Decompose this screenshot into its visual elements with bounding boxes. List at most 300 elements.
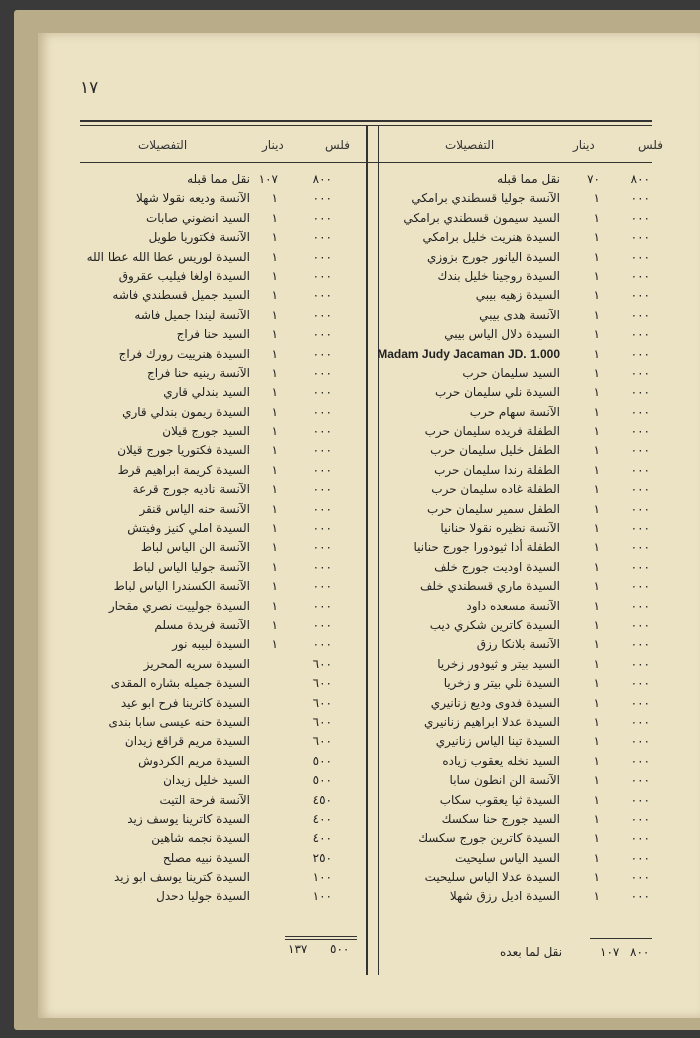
entry-fils: ٠٠٠ <box>630 327 650 342</box>
entry-details: الآنسة ليندا جميل فاشه <box>134 307 250 322</box>
entry-fils: ٠٠٠ <box>630 617 650 632</box>
entry-dinar: ١ <box>593 501 600 516</box>
entry-details: السيد سليمان حرب <box>462 365 560 380</box>
entry-fils: ٠٠٠ <box>312 288 332 303</box>
entry-fils: ٠٠٠ <box>312 346 332 361</box>
ledger-row <box>80 422 360 441</box>
entry-dinar: ١ <box>593 889 600 904</box>
entry-dinar: ١ <box>271 346 278 361</box>
ledger-row <box>380 558 660 577</box>
ledger-row <box>80 577 360 596</box>
entry-dinar: ١ <box>271 482 278 497</box>
entry-dinar: ١ <box>271 598 278 613</box>
ledger-row <box>80 403 360 422</box>
entry-fils: ٠٠٠ <box>630 714 650 729</box>
entry-fils: ٢٥٠ <box>312 850 332 865</box>
entry-fils: ٠٠٠ <box>630 521 650 536</box>
ledger-row <box>380 538 660 557</box>
entry-fils: ٤٠٠ <box>312 811 332 826</box>
ledger-row <box>380 364 660 383</box>
entry-details: السيد حنا فراج <box>176 327 250 342</box>
right-ledger-column <box>377 170 660 907</box>
entry-dinar: ١ <box>593 249 600 264</box>
entry-details: الآنسة فكتوريا طويل <box>148 230 250 245</box>
entry-dinar: ١ <box>271 637 278 652</box>
entry-fils: ٠٠٠ <box>630 210 650 225</box>
ledger-row <box>80 538 360 557</box>
entry-fils: ٦٠٠ <box>312 714 332 729</box>
entry-dinar: ١ <box>593 714 600 729</box>
entry-dinar: ١ <box>593 695 600 710</box>
entry-fils: ٠٠٠ <box>630 831 650 846</box>
ledger-row <box>380 209 660 228</box>
entry-details: الآنسة الن الياس لباط <box>140 540 250 555</box>
entry-fils: ٠٠٠ <box>630 404 650 419</box>
entry-dinar: ١ <box>271 501 278 516</box>
entry-fils: ٨٠٠ <box>630 172 650 186</box>
ledger-row <box>380 713 660 732</box>
entry-dinar: ١ <box>271 424 278 439</box>
ledger-row <box>80 849 360 868</box>
entry-fils: ٠٠٠ <box>630 734 650 749</box>
entry-details: السيد جورج حنا سكسك <box>441 811 560 826</box>
entry-details: السيد جميل قسطندي فاشه <box>112 288 250 303</box>
entry-details: السيدة فكتوريا جورج قيلان <box>117 443 250 458</box>
entry-dinar: ١ <box>593 579 600 594</box>
entry-dinar: ١ <box>271 559 278 574</box>
ledger-row <box>380 635 660 654</box>
entry-details: الآنسة فريدة مسلم <box>154 617 250 632</box>
entry-dinar: ١ <box>593 676 600 691</box>
entry-details: الآنسة هدى بيبي <box>479 307 560 322</box>
ledger-row <box>80 441 360 460</box>
ledger-row <box>80 713 360 732</box>
entry-details: السيدة هنريت خليل برامكي <box>422 230 560 245</box>
entry-details: السيدة جميله بشاره المقدى <box>110 676 250 691</box>
entry-details: الآنسة ناديه جورج قرعة <box>132 482 250 497</box>
ledger-row <box>377 345 660 364</box>
entry-fils: ١٠٠ <box>312 870 332 885</box>
entry-details: السيدة كاترينا فرح ابو عيد <box>120 695 250 710</box>
entry-details: السيدة ثيا يعقوب سكاب <box>439 792 560 807</box>
ledger-row <box>380 810 660 829</box>
ledger-row <box>80 655 360 674</box>
entry-details: السيدة فدوى وديع زنانيري <box>430 695 560 710</box>
entry-dinar: ١ <box>271 210 278 225</box>
entry-dinar: ١ <box>593 365 600 380</box>
entry-details: الآنسة مسعده داود <box>466 598 560 613</box>
entry-details: السيدة اولغا فيليب عقروق <box>118 268 250 283</box>
entry-dinar: ١ <box>593 443 600 458</box>
page-number: ١٧ <box>80 78 99 98</box>
entry-details: السيدة مريم الكردوش <box>138 753 250 768</box>
entry-dinar: ١٠٧ <box>258 172 278 186</box>
ledger-row <box>380 752 660 771</box>
entry-details: السيدة املي كنيز وفيتش <box>127 521 250 536</box>
ledger-row <box>380 383 660 402</box>
entry-dinar: ١ <box>271 462 278 477</box>
right-carry-fils: ٨٠٠ <box>630 945 650 959</box>
entry-fils: ٠٠٠ <box>630 501 650 516</box>
ledger-row <box>380 732 660 751</box>
entry-fils: ٠٠٠ <box>312 191 332 206</box>
ledger-row <box>80 267 360 286</box>
ledger-row <box>380 461 660 480</box>
entry-fils: ٠٠٠ <box>630 424 650 439</box>
entry-fils: ٥٠٠ <box>312 753 332 768</box>
entry-fils: ٠٠٠ <box>630 288 650 303</box>
entry-details: Madam Judy Jacaman JD. 1.000 <box>377 346 560 361</box>
top-rule <box>80 120 652 122</box>
entry-details: السيدة نجمه شاهين <box>151 831 250 846</box>
ledger-row <box>80 228 360 247</box>
ledger-row <box>80 597 360 616</box>
ledger-row <box>80 306 360 325</box>
ledger-row <box>380 403 660 422</box>
entry-details: السيدة هنرييت رورك فراج <box>118 346 250 361</box>
entry-dinar: ١ <box>593 540 600 555</box>
entry-details: السيدة زهيه بيبي <box>475 288 560 303</box>
entry-fils: ٠٠٠ <box>630 385 650 400</box>
entry-dinar: ٧٠ <box>587 172 600 186</box>
entry-details: نقل مما قبله <box>497 172 560 186</box>
entry-fils: ٠٠٠ <box>312 230 332 245</box>
ledger-row <box>80 325 360 344</box>
entry-fils: ٠٠٠ <box>630 579 650 594</box>
entry-dinar: ١ <box>271 365 278 380</box>
ledger-row <box>80 674 360 693</box>
ledger-row <box>380 286 660 305</box>
entry-fils: ٦٠٠ <box>312 734 332 749</box>
entry-dinar: ١ <box>593 327 600 342</box>
entry-details: الطفلة غاده سليمان حرب <box>431 482 560 497</box>
ledger-row <box>380 306 660 325</box>
entry-details: السيد بيتر و ثيودور زخريا <box>437 656 560 671</box>
entry-details: السيدة اوديت جورج خلف <box>434 559 560 574</box>
entry-fils: ٠٠٠ <box>312 598 332 613</box>
entry-details: السيدة عدلا ابراهيم زنانيري <box>424 714 560 729</box>
entry-details: السيدة جولييت نصري مقحار <box>108 598 250 613</box>
entry-details: السيدة لبيبه نور <box>172 637 250 652</box>
entry-details: السيد انضوني صابات <box>145 210 250 225</box>
entry-fils: ٠٠٠ <box>630 462 650 477</box>
right-carry-details: نقل لما بعده <box>500 945 563 959</box>
entry-fils: ٠٠٠ <box>630 268 650 283</box>
entry-fils: ٦٠٠ <box>312 676 332 691</box>
entry-fils: ٨٠٠ <box>312 172 332 186</box>
entry-details: السيدة نبيه مصلح <box>162 850 250 865</box>
ledger-row <box>80 209 360 228</box>
entry-dinar: ١ <box>593 734 600 749</box>
entry-details: السيدة دلال الياس بيبي <box>444 327 560 342</box>
entry-dinar: ١ <box>271 249 278 264</box>
entry-details: الآنسة جوليا قسطندي برامكي <box>411 191 560 206</box>
entry-details: الطفل سمير سليمان حرب <box>426 501 560 516</box>
entry-details: الآنسة رينيه حنا فراج <box>146 365 250 380</box>
entry-details: الآنسة نظيره نقولا حنانيا <box>440 521 560 536</box>
entry-dinar: ١ <box>271 404 278 419</box>
ledger-row <box>380 829 660 848</box>
ledger-row <box>80 248 360 267</box>
ledger-row <box>80 868 360 887</box>
entry-fils: ٠٠٠ <box>312 540 332 555</box>
ledger-row <box>380 849 660 868</box>
entry-fils: ٠٠٠ <box>630 559 650 574</box>
entry-details: السيدة لوريس عطا الله عطا الله <box>86 249 250 264</box>
ledger-row <box>380 189 660 208</box>
ledger-row <box>80 829 360 848</box>
entry-dinar: ١ <box>593 230 600 245</box>
entry-dinar: ١ <box>593 346 600 361</box>
entry-dinar: ١ <box>593 831 600 846</box>
entry-fils: ٠٠٠ <box>312 365 332 380</box>
entry-details: السيدة جوليا دحدل <box>156 889 250 904</box>
ledger-row <box>80 887 360 906</box>
ledger-row <box>380 887 660 906</box>
ledger-row <box>80 791 360 810</box>
entry-dinar: ١ <box>593 191 600 206</box>
entry-fils: ٠٠٠ <box>630 850 650 865</box>
entry-dinar: ١ <box>271 579 278 594</box>
entry-fils: ٠٠٠ <box>312 424 332 439</box>
entry-dinar: ١ <box>593 617 600 632</box>
entry-fils: ٠٠٠ <box>312 501 332 516</box>
ledger-row <box>380 228 660 247</box>
entry-dinar: ١ <box>593 792 600 807</box>
entry-fils: ٠٠٠ <box>630 889 650 904</box>
left-header-details: التفصيلات <box>138 138 188 152</box>
entry-details: السيدة روجينا خليل بندك <box>437 268 560 283</box>
left-header-dinar: دينار <box>262 138 284 152</box>
entry-details: الآنسة بلانكا رزق <box>476 637 560 652</box>
ledger-row <box>380 170 660 189</box>
ledger-row <box>80 189 360 208</box>
entry-fils: ٤٠٠ <box>312 831 332 846</box>
entry-fils: ٠٠٠ <box>312 327 332 342</box>
entry-details: السيدة كاترين شكري ديب <box>429 617 560 632</box>
center-divider-2 <box>378 125 379 975</box>
right-header-details: التفصيلات <box>445 138 495 152</box>
entry-fils: ٠٠٠ <box>312 617 332 632</box>
entry-details: السيدة نلي سليمان حرب <box>434 385 560 400</box>
entry-dinar: ١ <box>593 656 600 671</box>
entry-details: الطفلة أدا ثيودورا جورج حنانيا <box>413 540 560 555</box>
entry-details: الآنسة الن انطون سابا <box>449 773 560 788</box>
entry-dinar: ١ <box>593 288 600 303</box>
entry-details: الآنسة الكسندرا الياس لباط <box>113 579 250 594</box>
entry-fils: ٠٠٠ <box>630 792 650 807</box>
entry-fils: ٠٠٠ <box>630 482 650 497</box>
ledger-row <box>380 597 660 616</box>
ledger-row <box>80 500 360 519</box>
entry-fils: ٠٠٠ <box>630 230 650 245</box>
entry-dinar: ١ <box>593 385 600 400</box>
ledger-row <box>80 286 360 305</box>
ledger-row <box>80 558 360 577</box>
ledger-row <box>80 694 360 713</box>
entry-fils: ٠٠٠ <box>630 676 650 691</box>
entry-details: السيدة سريه المحريز <box>143 656 250 671</box>
entry-dinar: ١ <box>593 521 600 536</box>
entry-details: الطفلة فريده سليمان حرب <box>424 424 560 439</box>
entry-details: السيدة نلي بيتر و زخريا <box>443 676 560 691</box>
entry-details: الطفلة رندا سليمان حرب <box>434 462 560 477</box>
entry-details: الآنسة جوليا الياس لباط <box>132 559 250 574</box>
entry-dinar: ١ <box>271 327 278 342</box>
entry-fils: ٠٠٠ <box>312 307 332 322</box>
ledger-row <box>80 480 360 499</box>
entry-fils: ٠٠٠ <box>630 365 650 380</box>
right-total-rule <box>590 938 652 939</box>
entry-dinar: ١ <box>271 521 278 536</box>
entry-dinar: ١ <box>593 424 600 439</box>
entry-fils: ٠٠٠ <box>312 249 332 264</box>
entry-fils: ٠٠٠ <box>630 443 650 458</box>
entry-fils: ٥٠٠ <box>312 773 332 788</box>
entry-fils: ١٠٠ <box>312 889 332 904</box>
entry-fils: ٠٠٠ <box>630 656 650 671</box>
entry-fils: ٠٠٠ <box>630 637 650 652</box>
entry-dinar: ١ <box>271 385 278 400</box>
entry-details: السيدة اديل رزق شهلا <box>449 889 560 904</box>
entry-fils: ٠٠٠ <box>630 191 650 206</box>
entry-details: الآنسة وديعه نقولا شهلا <box>136 191 250 206</box>
left-total-rule <box>285 936 357 937</box>
entry-dinar: ١ <box>593 559 600 574</box>
left-ledger-column <box>80 170 360 907</box>
entry-details: السيدة كاترينا يوسف زيد <box>127 811 250 826</box>
entry-details: الطفل خليل سليمان حرب <box>430 443 560 458</box>
right-header-dinar: دينار <box>573 138 595 152</box>
left-total-rule-2 <box>285 939 357 940</box>
entry-dinar: ١ <box>271 307 278 322</box>
ledger-row <box>380 616 660 635</box>
entry-dinar: ١ <box>271 617 278 632</box>
entry-details: نقل مما قبله <box>187 172 250 186</box>
entry-fils: ٠٠٠ <box>312 462 332 477</box>
ledger-row <box>380 791 660 810</box>
ledger-row <box>380 771 660 790</box>
entry-details: السيدة ماري قسطندي خلف <box>419 579 560 594</box>
entry-fils: ٠٠٠ <box>312 521 332 536</box>
entry-fils: ٠٠٠ <box>630 695 650 710</box>
entry-dinar: ١ <box>593 462 600 477</box>
entry-fils: ٠٠٠ <box>630 540 650 555</box>
entry-details: الآنسة فرحة التيت <box>159 792 250 807</box>
entry-dinar: ١ <box>593 268 600 283</box>
ledger-row <box>380 480 660 499</box>
entry-details: السيدة كاترين جورج سكسك <box>418 831 560 846</box>
entry-dinar: ١ <box>593 307 600 322</box>
entry-details: السيدة مريم قراقع زيدان <box>124 734 250 749</box>
ledger-row <box>80 616 360 635</box>
entry-details: السيد جورج قيلان <box>162 424 250 439</box>
entry-fils: ٠٠٠ <box>312 559 332 574</box>
entry-dinar: ١ <box>593 850 600 865</box>
entry-fils: ٠٠٠ <box>312 210 332 225</box>
entry-details: السيد نخله يعقوب زياده <box>442 753 560 768</box>
entry-dinar: ١ <box>271 540 278 555</box>
entry-fils: ٠٠٠ <box>312 579 332 594</box>
ledger-row <box>380 248 660 267</box>
ledger-row <box>80 364 360 383</box>
ledger-row <box>380 577 660 596</box>
ledger-row <box>380 674 660 693</box>
entry-details: السيدة تينا الياس زنانيري <box>435 734 560 749</box>
entry-fils: ٠٠٠ <box>312 482 332 497</box>
entry-dinar: ١ <box>593 811 600 826</box>
entry-details: الآنسة حنه الياس قنقر <box>139 501 250 516</box>
ledger-row <box>80 170 360 189</box>
entry-fils: ٠٠٠ <box>312 443 332 458</box>
right-carry-dinar: ١٠٧ <box>600 945 620 959</box>
entry-details: السيدة ريمون بندلي قاري <box>122 404 250 419</box>
center-divider <box>366 125 368 975</box>
entry-dinar: ١ <box>593 210 600 225</box>
entry-details: السيدة كريمة ابراهيم قرط <box>117 462 250 477</box>
entry-details: السيدة حنه عيسى سابا بندى <box>108 714 250 729</box>
entry-dinar: ١ <box>593 404 600 419</box>
ledger-row <box>380 694 660 713</box>
left-header-fils: فلس <box>325 138 351 152</box>
ledger-row <box>380 441 660 460</box>
ledger-row <box>380 655 660 674</box>
ledger-row <box>380 325 660 344</box>
entry-dinar: ١ <box>593 637 600 652</box>
entry-dinar: ١ <box>271 288 278 303</box>
entry-details: السيد الياس سليحيت <box>455 850 560 865</box>
entry-dinar: ١ <box>593 773 600 788</box>
entry-fils: ٠٠٠ <box>312 637 332 652</box>
ledger-row <box>380 868 660 887</box>
entry-fils: ٠٠٠ <box>630 811 650 826</box>
ledger-row <box>80 810 360 829</box>
entry-details: السيدة كترينا يوسف ابو زيد <box>113 870 250 885</box>
entry-fils: ٠٠٠ <box>630 598 650 613</box>
entry-fils: ٠٠٠ <box>630 773 650 788</box>
entry-dinar: ١ <box>271 191 278 206</box>
entry-fils: ٠٠٠ <box>312 404 332 419</box>
entry-fils: ٠٠٠ <box>630 346 650 361</box>
entry-dinar: ١ <box>271 230 278 245</box>
ledger-row <box>80 519 360 538</box>
entry-details: السيدة عدلا الياس سليحيت <box>424 870 560 885</box>
entry-dinar: ١ <box>271 443 278 458</box>
ledger-row <box>80 771 360 790</box>
entry-dinar: ١ <box>593 870 600 885</box>
ledger-row <box>80 752 360 771</box>
entry-details: السيد سيمون قسطندي برامكي <box>403 210 560 225</box>
ledger-row <box>80 383 360 402</box>
ledger-row <box>80 732 360 751</box>
left-total-fils: ٥٠٠ <box>330 942 350 956</box>
ledger-row <box>380 422 660 441</box>
entry-details: السيد خليل زيدان <box>163 773 250 788</box>
entry-fils: ٦٠٠ <box>312 695 332 710</box>
entry-fils: ٤٥٠ <box>312 792 332 807</box>
entry-fils: ٠٠٠ <box>630 307 650 322</box>
entry-fils: ٠٠٠ <box>630 870 650 885</box>
entry-dinar: ١ <box>593 482 600 497</box>
ledger-row <box>80 345 360 364</box>
entry-details: السيدة اليانور جورج بزوزي <box>426 249 560 264</box>
right-header-fils: فلس <box>638 138 664 152</box>
ledger-row <box>380 267 660 286</box>
ledger-row <box>80 635 360 654</box>
left-total-dinar: ١٣٧ <box>288 942 308 956</box>
ledger-row <box>380 500 660 519</box>
ledger-row <box>380 519 660 538</box>
